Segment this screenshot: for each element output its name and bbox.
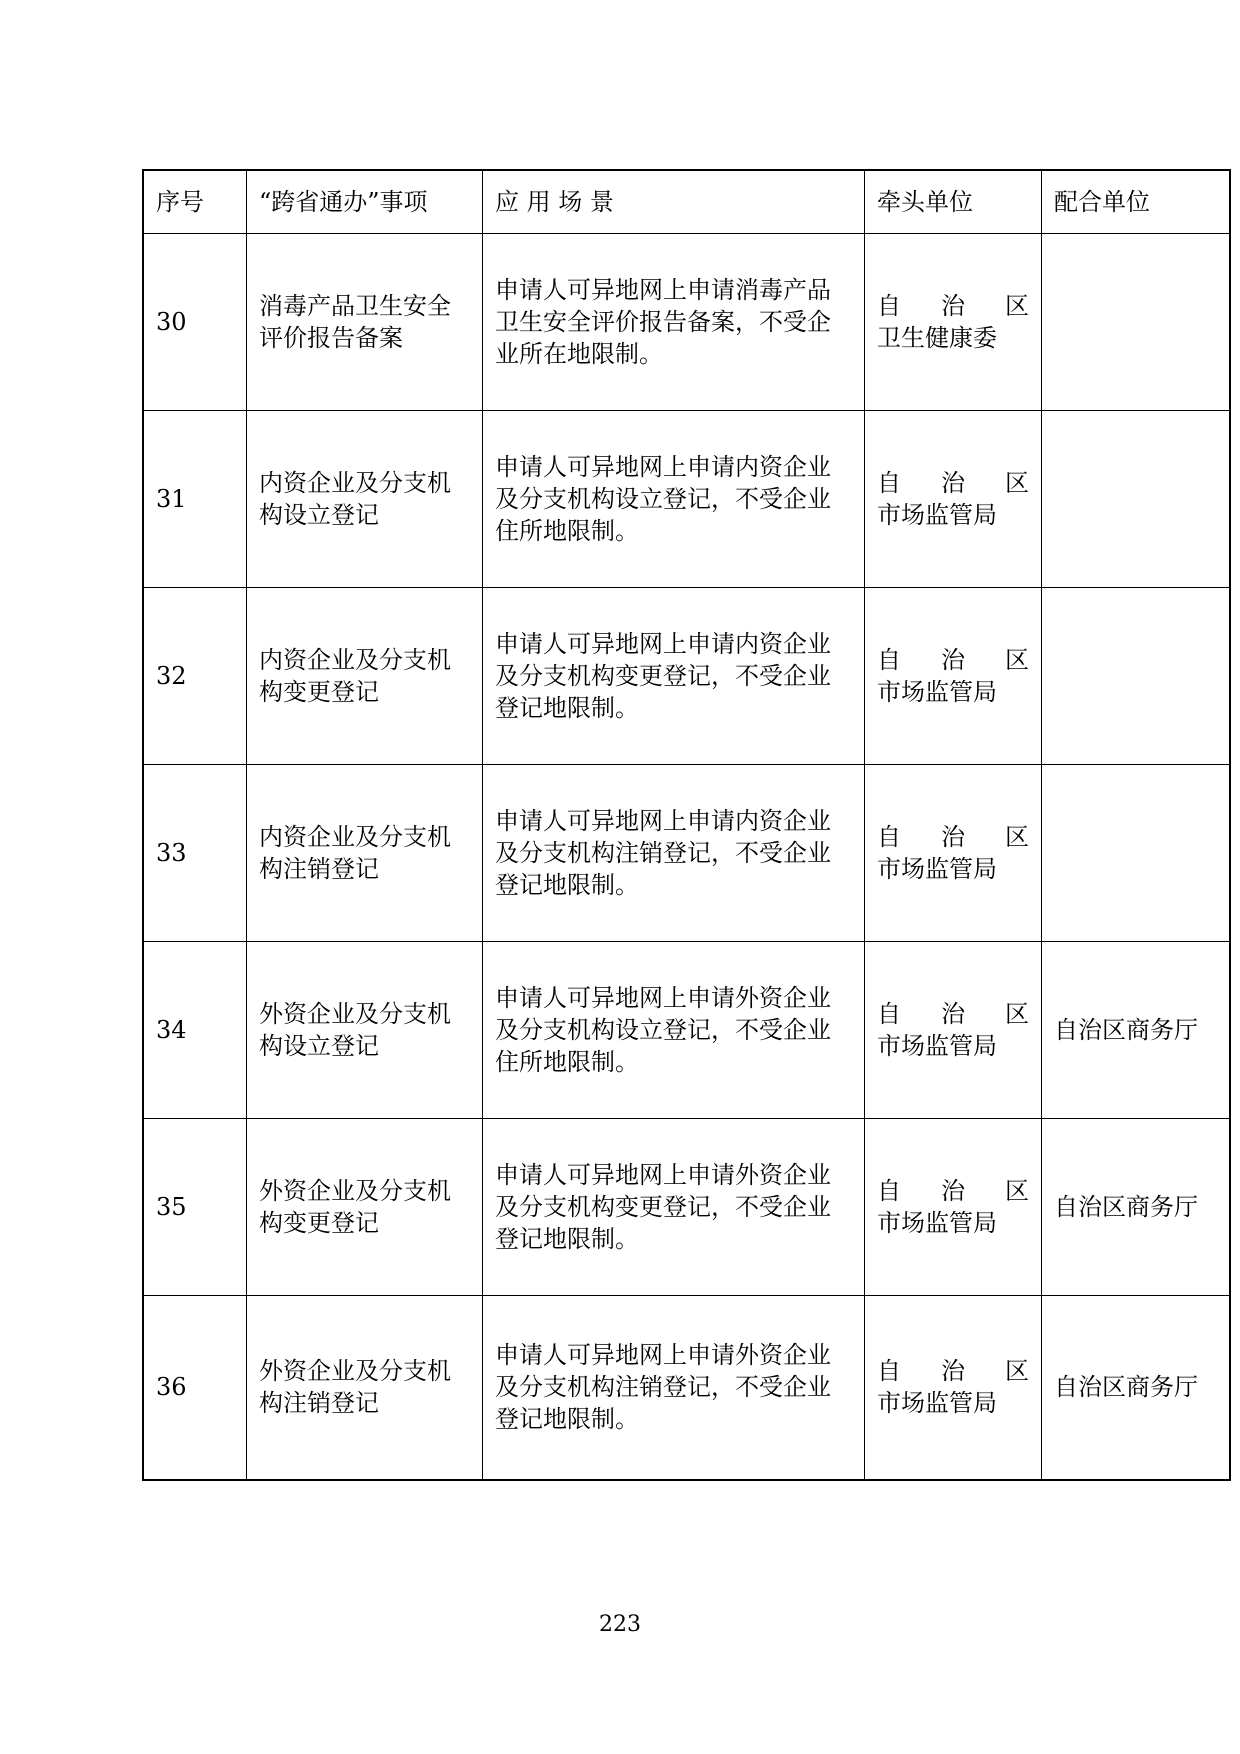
item-cell: 外资企业及分支机构设立登记 bbox=[247, 941, 483, 1118]
item-cell: 消毒产品卫生安全评价报告备案 bbox=[247, 233, 483, 410]
lead-line2: 市场监管局 bbox=[877, 677, 997, 706]
lead-line2: 市场监管局 bbox=[877, 1389, 997, 1418]
lead-line2: 市场监管局 bbox=[877, 1208, 997, 1237]
scene-cell: 申请人可异地网上申请内资企业及分支机构注销登记，不受企业登记地限制。 bbox=[483, 764, 865, 941]
lead-cell bbox=[865, 764, 1042, 941]
item-cell: 外资企业及分支机构注销登记 bbox=[247, 1295, 483, 1480]
item-cell: 内资企业及分支机构设立登记 bbox=[247, 410, 483, 587]
lead-char: 治 bbox=[941, 1176, 965, 1205]
header-item: “跨省通办”事项 bbox=[247, 170, 483, 233]
table-row bbox=[143, 941, 1230, 1118]
lead-char: 区 bbox=[1005, 999, 1029, 1028]
lead-line1 bbox=[877, 1175, 1029, 1207]
lead-line1 bbox=[877, 644, 1029, 676]
services-table bbox=[142, 169, 1231, 1481]
lead-char: 区 bbox=[1005, 468, 1029, 497]
lead-char: 自 bbox=[877, 291, 901, 320]
seq-cell: 30 bbox=[143, 233, 247, 410]
lead-char: 治 bbox=[941, 999, 965, 1028]
lead-char: 区 bbox=[1005, 291, 1029, 320]
table-row bbox=[143, 233, 1230, 410]
item-cell: 外资企业及分支机构变更登记 bbox=[247, 1118, 483, 1295]
lead-line1 bbox=[877, 821, 1029, 853]
seq-cell: 35 bbox=[143, 1118, 247, 1295]
scene-cell: 申请人可异地网上申请消毒产品卫生安全评价报告备案，不受企业所在地限制。 bbox=[483, 233, 865, 410]
lead-char: 治 bbox=[941, 1357, 965, 1386]
lead-char: 自 bbox=[877, 468, 901, 497]
coop-cell bbox=[1042, 587, 1231, 764]
lead-cell bbox=[865, 410, 1042, 587]
lead-char: 自 bbox=[877, 822, 901, 851]
scene-cell: 申请人可异地网上申请外资企业及分支机构设立登记，不受企业住所地限制。 bbox=[483, 941, 865, 1118]
coop-cell: 自治区商务厅 bbox=[1042, 1118, 1231, 1295]
table-row bbox=[143, 1295, 1230, 1480]
item-cell: 内资企业及分支机构变更登记 bbox=[247, 587, 483, 764]
lead-line2: 市场监管局 bbox=[877, 1031, 997, 1060]
lead-char: 区 bbox=[1005, 822, 1029, 851]
lead-char: 区 bbox=[1005, 645, 1029, 674]
lead-char: 自 bbox=[877, 645, 901, 674]
table-row bbox=[143, 410, 1230, 587]
scene-cell: 申请人可异地网上申请外资企业及分支机构注销登记，不受企业登记地限制。 bbox=[483, 1295, 865, 1480]
lead-char: 治 bbox=[941, 291, 965, 320]
seq-cell: 31 bbox=[143, 410, 247, 587]
lead-cell bbox=[865, 233, 1042, 410]
lead-line1 bbox=[877, 290, 1029, 322]
lead-char: 治 bbox=[941, 468, 965, 497]
table-row bbox=[143, 587, 1230, 764]
seq-cell: 36 bbox=[143, 1295, 247, 1480]
lead-char: 治 bbox=[941, 822, 965, 851]
lead-cell bbox=[865, 941, 1042, 1118]
item-cell: 内资企业及分支机构注销登记 bbox=[247, 764, 483, 941]
coop-cell bbox=[1042, 764, 1231, 941]
lead-char: 区 bbox=[1005, 1357, 1029, 1386]
coop-cell: 自治区商务厅 bbox=[1042, 1295, 1231, 1480]
coop-cell bbox=[1042, 410, 1231, 587]
lead-cell bbox=[865, 587, 1042, 764]
lead-char: 自 bbox=[877, 999, 901, 1028]
header-scene: 应 用 场 景 bbox=[483, 170, 865, 233]
seq-cell: 32 bbox=[143, 587, 247, 764]
lead-char: 区 bbox=[1005, 1176, 1029, 1205]
lead-char: 治 bbox=[941, 645, 965, 674]
lead-line2: 卫生健康委 bbox=[877, 323, 997, 352]
seq-cell: 34 bbox=[143, 941, 247, 1118]
lead-line1 bbox=[877, 998, 1029, 1030]
lead-cell bbox=[865, 1295, 1042, 1480]
header-coop: 配合单位 bbox=[1042, 170, 1231, 233]
table-row bbox=[143, 1118, 1230, 1295]
lead-line2: 市场监管局 bbox=[877, 854, 997, 883]
lead-line2: 市场监管局 bbox=[877, 500, 997, 529]
header-seq: 序号 bbox=[143, 170, 247, 233]
lead-line1 bbox=[877, 467, 1029, 499]
table-header-row bbox=[143, 170, 1230, 233]
page-number: 223 bbox=[599, 1612, 641, 1637]
scene-cell: 申请人可异地网上申请内资企业及分支机构设立登记，不受企业住所地限制。 bbox=[483, 410, 865, 587]
scene-cell: 申请人可异地网上申请内资企业及分支机构变更登记，不受企业登记地限制。 bbox=[483, 587, 865, 764]
header-lead: 牵头单位 bbox=[865, 170, 1042, 233]
seq-cell: 33 bbox=[143, 764, 247, 941]
table-row bbox=[143, 764, 1230, 941]
lead-char: 自 bbox=[877, 1357, 901, 1386]
lead-line1 bbox=[877, 1355, 1029, 1387]
lead-char: 自 bbox=[877, 1176, 901, 1205]
scene-cell: 申请人可异地网上申请外资企业及分支机构变更登记，不受企业登记地限制。 bbox=[483, 1118, 865, 1295]
lead-cell bbox=[865, 1118, 1042, 1295]
coop-cell bbox=[1042, 233, 1231, 410]
coop-cell: 自治区商务厅 bbox=[1042, 941, 1231, 1118]
